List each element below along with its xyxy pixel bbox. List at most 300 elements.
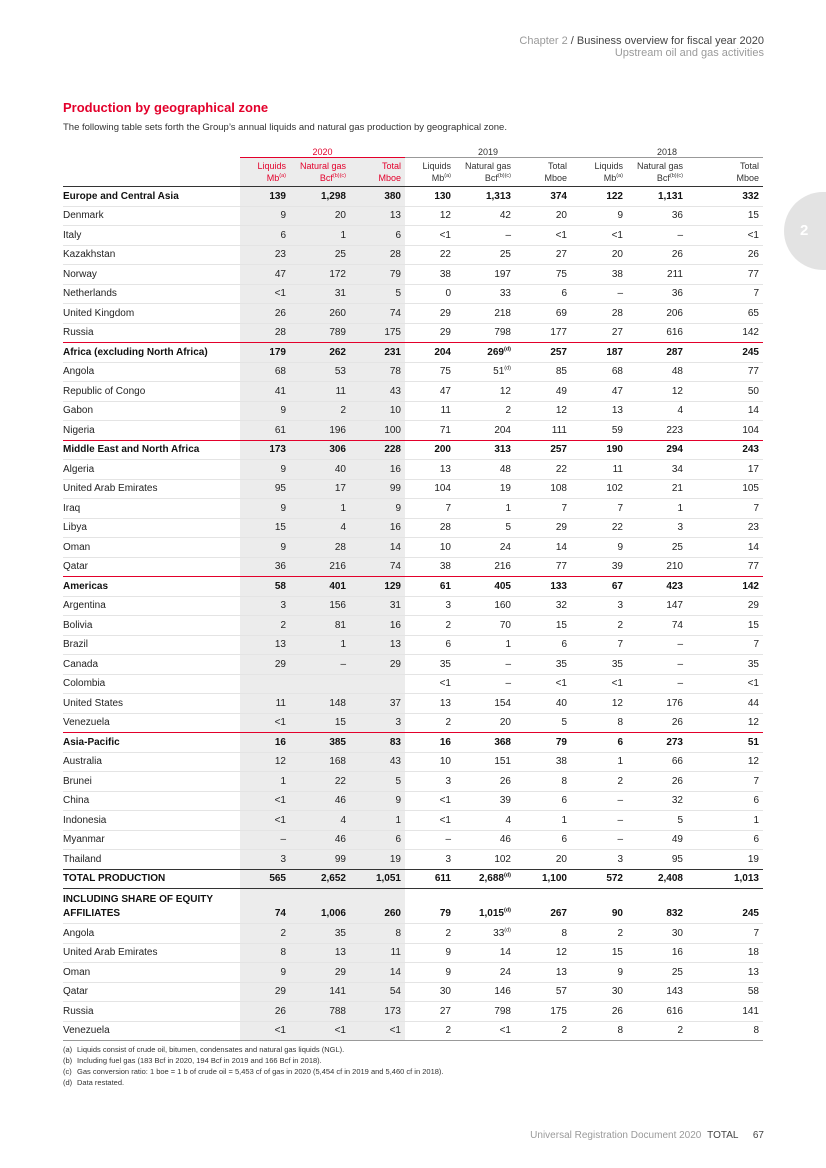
footnote <box>63 1055 444 1066</box>
cell-value: – <box>505 678 511 690</box>
table-cell <box>350 850 405 870</box>
cell-value: 16 <box>389 619 401 631</box>
cell-value: 9 <box>617 210 623 222</box>
cell-value: 129 <box>384 580 401 592</box>
cell-value: 148 <box>329 697 346 709</box>
cell-value: 2 <box>617 619 623 631</box>
table-cell <box>455 577 515 597</box>
table-cell <box>290 538 350 558</box>
cell-value: 43 <box>389 756 401 768</box>
table-cell <box>405 1002 455 1022</box>
cell-value: 74 <box>274 908 286 919</box>
table-cell <box>515 943 571 963</box>
column-header <box>687 158 763 187</box>
table-cell <box>571 401 627 421</box>
cell-value: 23 <box>747 522 759 534</box>
cell-value: 4 <box>677 405 683 417</box>
cell-value: 3 <box>280 600 286 612</box>
table-cell <box>240 499 290 519</box>
table-row <box>63 499 763 519</box>
cell-value: 5 <box>677 814 683 826</box>
table-cell <box>405 479 455 499</box>
row-label: United States <box>63 694 240 714</box>
cell-value: 17 <box>334 483 346 495</box>
cell-value: 24 <box>499 966 511 978</box>
zone-row <box>63 733 763 753</box>
column-header-unit: Mb <box>431 173 445 183</box>
cell-value: 26 <box>611 1005 623 1017</box>
cell-value: 1,298 <box>320 190 346 202</box>
cell-value: 27 <box>555 249 567 261</box>
table-cell <box>405 518 455 538</box>
table-cell <box>515 924 571 944</box>
table-cell <box>627 226 687 246</box>
table-cell <box>515 382 571 402</box>
cell-value: 26 <box>274 307 286 319</box>
cell-value: 69 <box>555 307 567 319</box>
table-cell <box>405 635 455 655</box>
table-cell <box>571 440 627 460</box>
cell-value: 53 <box>334 366 346 378</box>
cell-value: 179 <box>269 346 286 358</box>
table-cell <box>515 245 571 265</box>
cell-value: – <box>677 229 683 241</box>
footnote-text: Including fuel gas (183 Bcf in 2020, 194 Bcf in 2019 and 166 Bcf in 2018). <box>77 1056 322 1065</box>
cell-value: 1,313 <box>485 190 511 202</box>
table-cell <box>455 479 515 499</box>
table-cell <box>350 1002 405 1022</box>
table-cell <box>571 479 627 499</box>
table-cell <box>687 226 763 246</box>
cell-value: 2 <box>340 405 346 417</box>
cell-value: 1 <box>617 756 623 768</box>
cell-value: <1 <box>439 229 451 241</box>
table-cell <box>627 265 687 285</box>
table-cell <box>455 791 515 811</box>
table-cell <box>350 538 405 558</box>
cell-value: – <box>280 834 286 846</box>
row-label: TOTAL PRODUCTION <box>63 869 240 889</box>
cell-value: 38 <box>439 561 451 573</box>
cell-value: 24 <box>499 541 511 553</box>
cell-value: – <box>617 288 623 300</box>
row-label-line: INCLUDING SHARE OF EQUITY <box>63 894 214 905</box>
table-cell <box>571 733 627 753</box>
table-cell <box>290 577 350 597</box>
table-cell <box>571 811 627 831</box>
footnote-mark: (a) <box>63 1045 73 1054</box>
table-cell <box>515 772 571 792</box>
column-header-line1: Natural gas <box>299 161 346 171</box>
cell-value: 332 <box>742 190 759 202</box>
cell-value: – <box>677 658 683 670</box>
table-cell <box>290 655 350 675</box>
table-cell <box>627 811 687 831</box>
table-cell <box>687 635 763 655</box>
cell-value: 32 <box>671 795 683 807</box>
row-label: Oman <box>63 963 240 983</box>
cell-value: 1 <box>561 814 567 826</box>
table-cell <box>571 889 627 924</box>
table-row <box>63 538 763 558</box>
table-cell <box>515 362 571 382</box>
cell-value: 7 <box>753 502 759 514</box>
cell-value: 18 <box>747 947 759 959</box>
cell-value: 26 <box>671 249 683 261</box>
table-cell <box>455 343 515 363</box>
table-cell <box>405 713 455 733</box>
row-label <box>63 889 240 924</box>
cell-value: 15 <box>555 619 567 631</box>
footnote-text: Gas conversion ratio: 1 boe = 1 b of crude oil = 5,453 cf of gas in 2020 (5,454 cf in 2019 and 5,460 cf in 2018). <box>77 1067 444 1076</box>
cell-value: 48 <box>671 366 683 378</box>
cell-value: 51 <box>747 736 759 748</box>
cell-value: 196 <box>329 424 346 436</box>
table-cell <box>240 245 290 265</box>
table-cell <box>627 694 687 714</box>
cell-value: 37 <box>389 697 401 709</box>
year-header: 2018 <box>571 142 763 158</box>
cell-value: 4 <box>340 814 346 826</box>
cell-value: 16 <box>439 736 451 748</box>
table-cell <box>455 889 515 924</box>
table-cell <box>240 401 290 421</box>
cell-value: 141 <box>329 986 346 998</box>
cell-value: 29 <box>274 986 286 998</box>
cell-value: 43 <box>389 385 401 397</box>
cell-value: 26 <box>747 249 759 261</box>
cell-value: 35 <box>555 658 567 670</box>
cell-value: 68 <box>274 366 286 378</box>
table-cell <box>627 460 687 480</box>
row-label: Myanmar <box>63 830 240 850</box>
table-cell <box>515 982 571 1002</box>
cell-value: – <box>505 658 511 670</box>
table-cell <box>515 440 571 460</box>
table-cell <box>515 187 571 207</box>
cell-value: 12 <box>555 405 567 417</box>
table-cell <box>405 694 455 714</box>
table-cell <box>290 421 350 441</box>
table-cell <box>455 382 515 402</box>
footnote-mark: (d) <box>63 1078 73 1087</box>
cell-value: 54 <box>389 986 401 998</box>
table-cell <box>350 1021 405 1041</box>
cell-value: 2 <box>445 927 451 939</box>
table-cell <box>571 982 627 1002</box>
cell-value: 789 <box>329 327 346 339</box>
table-cell <box>627 187 687 207</box>
header-separator: / <box>570 35 574 47</box>
cell-value: 2,652 <box>320 873 346 885</box>
cell-value: 9 <box>280 966 286 978</box>
table-row <box>63 382 763 402</box>
table-cell <box>240 791 290 811</box>
table-cell <box>240 362 290 382</box>
cell-value: 3 <box>677 522 683 534</box>
table-cell <box>687 479 763 499</box>
cell-value: 44 <box>747 697 759 709</box>
table-cell <box>290 889 350 924</box>
table-cell <box>571 635 627 655</box>
table-row <box>63 226 763 246</box>
cell-value: – <box>505 229 511 241</box>
table-cell <box>350 245 405 265</box>
table-row <box>63 830 763 850</box>
cell-value: 1 <box>753 814 759 826</box>
cell-value: 29 <box>555 522 567 534</box>
table-cell <box>571 382 627 402</box>
table-cell <box>405 577 455 597</box>
table-row <box>63 596 763 616</box>
table-cell <box>290 362 350 382</box>
table-cell <box>455 518 515 538</box>
cell-value: 223 <box>666 424 683 436</box>
table-cell <box>687 1021 763 1041</box>
cell-value: 9 <box>280 210 286 222</box>
cell-value: 273 <box>666 736 683 748</box>
column-header-line1: Natural gas <box>636 161 683 171</box>
table-cell <box>687 343 763 363</box>
table-cell <box>350 577 405 597</box>
table-cell <box>515 713 571 733</box>
cell-value: 105 <box>742 483 759 495</box>
table-cell <box>405 924 455 944</box>
cell-value: 832 <box>666 908 683 919</box>
table-cell <box>240 811 290 831</box>
column-header <box>350 158 405 187</box>
table-cell <box>627 772 687 792</box>
cell-value: 28 <box>334 541 346 553</box>
footnote <box>63 1066 444 1077</box>
table-cell <box>687 772 763 792</box>
table-cell <box>515 869 571 889</box>
cell-value: <1 <box>334 1025 346 1037</box>
table-cell <box>455 869 515 889</box>
table-cell <box>290 811 350 831</box>
cell-value: 14 <box>747 405 759 417</box>
row-label: United Arab Emirates <box>63 943 240 963</box>
column-header <box>627 158 687 187</box>
cell-value: 51 <box>493 366 505 378</box>
cell-value: 13 <box>555 966 567 978</box>
cell-value: 22 <box>439 249 451 261</box>
table-cell <box>571 713 627 733</box>
cell-value: 90 <box>611 908 623 919</box>
cell-value: 13 <box>439 697 451 709</box>
table-cell <box>627 924 687 944</box>
cell-value: 66 <box>671 756 683 768</box>
table-cell <box>515 1021 571 1041</box>
table-cell <box>627 943 687 963</box>
table-cell <box>455 924 515 944</box>
table-row <box>63 265 763 285</box>
cell-value: 8 <box>280 947 286 959</box>
table-cell <box>350 616 405 636</box>
cell-value: 79 <box>439 908 451 919</box>
table-row <box>63 1002 763 1022</box>
table-cell <box>290 382 350 402</box>
cell-value: 70 <box>499 619 511 631</box>
cell-value: 267 <box>550 908 567 919</box>
cell-value: 35 <box>611 658 623 670</box>
cell-value: 65 <box>747 307 759 319</box>
table-cell <box>455 460 515 480</box>
column-header <box>571 158 627 187</box>
cell-value: 187 <box>606 346 623 358</box>
table-cell <box>350 284 405 304</box>
column-header-line1: Liquids <box>257 161 286 171</box>
cell-value: 190 <box>606 444 623 456</box>
table-cell <box>687 187 763 207</box>
cell-value: 20 <box>334 210 346 222</box>
cell-value: 313 <box>494 444 511 456</box>
cell-value: 146 <box>494 986 511 998</box>
cell-value: 5 <box>395 288 401 300</box>
table-cell <box>571 1002 627 1022</box>
cell-value: 133 <box>550 580 567 592</box>
cell-value: 58 <box>274 580 286 592</box>
table-cell <box>687 557 763 577</box>
table-cell <box>405 616 455 636</box>
cell-value: 39 <box>499 795 511 807</box>
table-cell <box>405 557 455 577</box>
cell-value: 2 <box>445 1025 451 1037</box>
table-cell <box>627 284 687 304</box>
cell-value: 26 <box>274 1005 286 1017</box>
table-cell <box>627 557 687 577</box>
table-cell <box>405 245 455 265</box>
table-cell <box>515 226 571 246</box>
table-cell <box>571 791 627 811</box>
row-label: Republic of Congo <box>63 382 240 402</box>
cell-value: 39 <box>611 561 623 573</box>
table-cell <box>627 791 687 811</box>
zone-row <box>63 577 763 597</box>
cell-value: 30 <box>671 927 683 939</box>
table-cell <box>240 963 290 983</box>
row-label: United Arab Emirates <box>63 479 240 499</box>
cell-value: 5 <box>505 522 511 534</box>
table-cell <box>515 265 571 285</box>
cell-value: 15 <box>274 522 286 534</box>
cell-value: 13 <box>611 405 623 417</box>
table-cell <box>350 674 405 694</box>
cell-value: 9 <box>280 405 286 417</box>
table-cell <box>350 791 405 811</box>
cell-value: 74 <box>389 307 401 319</box>
table-cell <box>240 889 290 924</box>
table-cell <box>240 538 290 558</box>
cell-value: <1 <box>274 288 286 300</box>
cell-value: 1 <box>395 814 401 826</box>
cell-value: 11 <box>335 385 346 397</box>
cell-value: 49 <box>555 385 567 397</box>
cell-value: 380 <box>384 190 401 202</box>
cell-value: 6 <box>561 288 567 300</box>
table-cell <box>515 479 571 499</box>
cell-value: 22 <box>611 522 623 534</box>
table-cell <box>405 1021 455 1041</box>
cell-value: 1 <box>340 229 346 241</box>
cell-value: 7 <box>753 927 759 939</box>
table-cell <box>571 362 627 382</box>
cell-value: 47 <box>274 268 286 280</box>
table-cell <box>240 343 290 363</box>
row-label: Indonesia <box>63 811 240 831</box>
table-cell <box>515 889 571 924</box>
cell-value: 1,100 <box>541 873 567 885</box>
table-cell <box>627 362 687 382</box>
table-cell <box>290 460 350 480</box>
cell-value: 1,131 <box>657 190 683 202</box>
table-cell <box>515 1002 571 1022</box>
cell-value: 1 <box>677 502 683 514</box>
cell-value: 173 <box>384 1005 401 1017</box>
cell-value: 21 <box>671 483 683 495</box>
footnote-mark: (c) <box>63 1067 72 1076</box>
cell-value: 175 <box>384 327 401 339</box>
cell-value: 176 <box>666 697 683 709</box>
table-cell <box>350 187 405 207</box>
table-cell <box>240 655 290 675</box>
cell-value: 6 <box>561 834 567 846</box>
cell-value: 122 <box>606 190 623 202</box>
table-cell <box>405 382 455 402</box>
table-cell <box>290 284 350 304</box>
cell-value: 29 <box>747 600 759 612</box>
cell-value: 14 <box>555 541 567 553</box>
cell-value: 10 <box>439 756 451 768</box>
cell-value: 1 <box>340 502 346 514</box>
table-cell <box>350 963 405 983</box>
table-row <box>63 752 763 772</box>
cell-value: <1 <box>611 229 623 241</box>
cell-value: 9 <box>280 541 286 553</box>
table-row <box>63 206 763 226</box>
table-cell <box>290 499 350 519</box>
table-cell <box>687 538 763 558</box>
row-label: Brunei <box>63 772 240 792</box>
cell-value: 77 <box>555 561 567 573</box>
table-cell <box>627 869 687 889</box>
table-cell <box>455 499 515 519</box>
table-cell <box>350 304 405 324</box>
table-cell <box>290 557 350 577</box>
table-cell <box>350 982 405 1002</box>
table-cell <box>350 830 405 850</box>
column-header-unit: Mboe <box>736 173 759 183</box>
table-cell <box>455 284 515 304</box>
table-cell <box>405 187 455 207</box>
table-cell <box>687 577 763 597</box>
cell-value: 38 <box>555 756 567 768</box>
table-cell <box>687 284 763 304</box>
cell-value: 260 <box>329 307 346 319</box>
table-cell <box>571 674 627 694</box>
cell-value: 143 <box>666 986 683 998</box>
row-label: Russia <box>63 1002 240 1022</box>
cell-value: 26 <box>671 717 683 729</box>
table-cell <box>240 206 290 226</box>
row-label: Australia <box>63 752 240 772</box>
cell-value: 216 <box>329 561 346 573</box>
table-cell <box>627 382 687 402</box>
table-cell <box>515 655 571 675</box>
table-row <box>63 460 763 480</box>
table-cell <box>405 963 455 983</box>
table-cell <box>515 323 571 343</box>
